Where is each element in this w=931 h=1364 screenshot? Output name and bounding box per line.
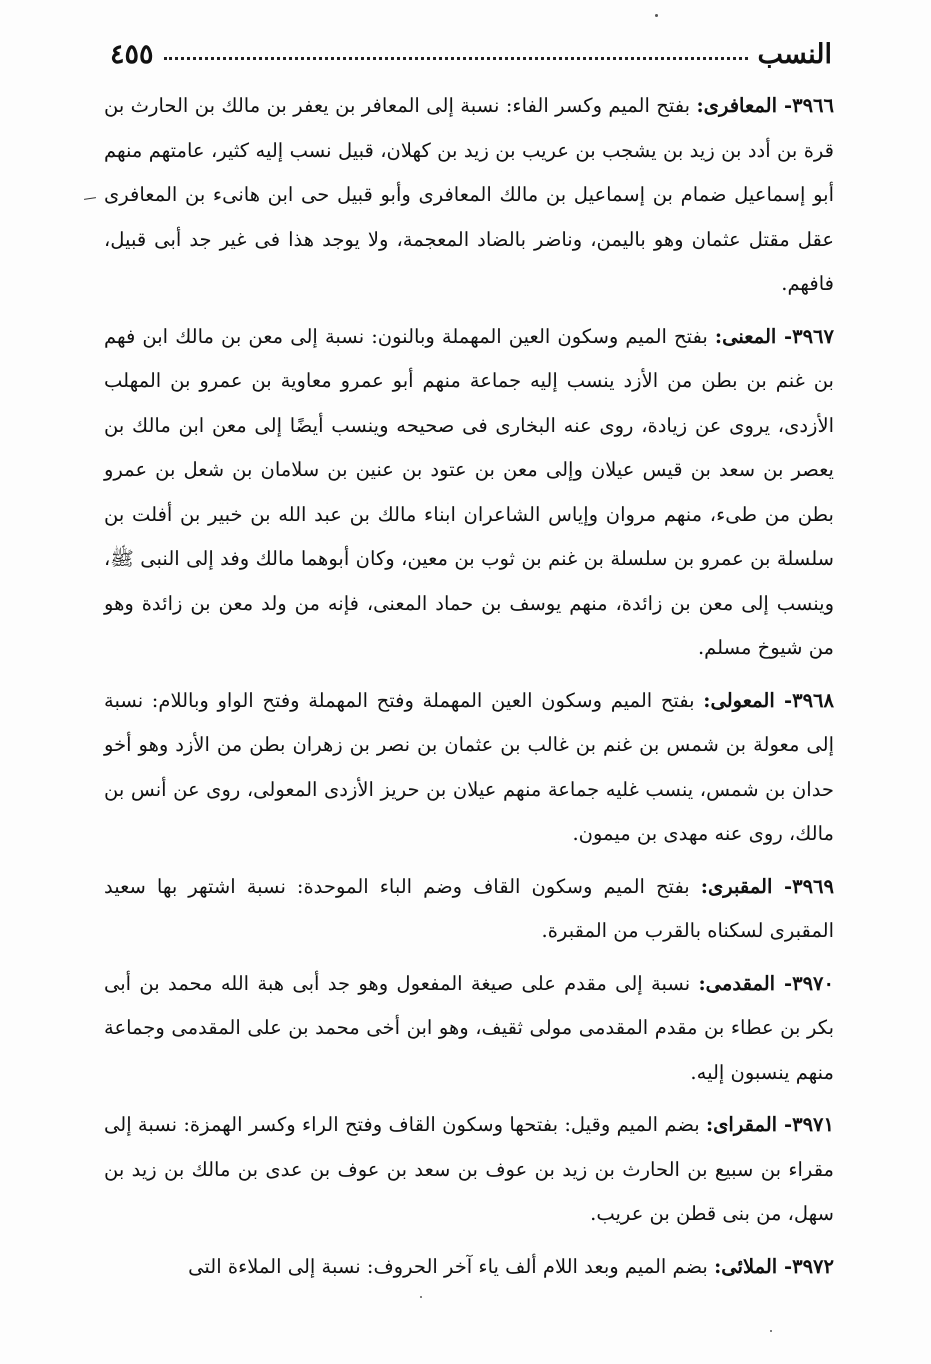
entry-heading: ٣٩٧١- المقراى: [705, 1113, 834, 1136]
scan-speck [655, 14, 658, 17]
page-number: ٤٥٥ [110, 38, 154, 70]
entry-heading: ٣٩٦٧- المعنى: [714, 324, 834, 348]
entry-3971 [104, 1103, 834, 1237]
entry-heading: ٣٩٦٦- المعافرى: [696, 94, 835, 117]
entry-text: بضم الميم وقيل: بفتحها وسكون القاف وفتح الراء وكسر الهمزة: نسبة إلى مقراء بن سبيع بن الحارث بن زيد بن عوف بن سعد بن عوف بن عدى بن مالك بن زيد بن سهل، من بنى قطن بن عريب. [104, 1113, 834, 1225]
entry-heading: ٣٩٦٨- المعولى: [703, 688, 834, 712]
entry-3970 [104, 962, 834, 1096]
entry-text: بفتح الميم وسكون العين المهملة وبالنون: نسبة إلى معن بن مالك ابن فهم بن غنم بن بطن من الأزد ينسب إليه جماعة منهم أبو عمرو معاوية بن عمرو بن المهلب الأزدى، يروى عن زيادة، روى عنه البخارى فى صحيحه وينسب أيضًا إلى معن ابن مالك بن يعصر بن سعد بن قيس عيلان وإلى معن بن عتود بن عنين بن سلامان بن شعل بن عمرو بطن من طىء، منهم مروان وإياس الشاعران ابناء مالك بن عبد الله بن خبير بن أفلت بن سلسلة بن عمرو بن سلسلة بن غنم بن ثوب بن معين، وكان أبوهما مالك وفد إلى النبى ﷺ، وينسب إلى معن بن زائدة، منهم يوسف بن حماد المعنى، فإنه من ولد معن بن زائدة وهو من شيوخ مسلم. [104, 324, 835, 659]
entry-3969 [104, 865, 834, 954]
header-title: النسب [757, 38, 832, 70]
scan-speck [770, 1330, 772, 1332]
entry-3967 [104, 315, 834, 671]
entry-text: بفتح الميم وسكون القاف وضم الباء الموحدة: نسبة اشتهر بها سعيد المقبرى لسكناه بالقرب من المقبرة. [104, 874, 834, 942]
running-header [110, 34, 832, 74]
entry-text: بضم الميم وبعد اللام ألف ياء آخر الحروف: نسبة إلى الملاءة التى [188, 1254, 715, 1278]
entry-heading: ٣٩٧٠- المقدمى: [698, 971, 834, 995]
header-leader-dots [164, 57, 748, 60]
page-body [104, 84, 834, 1297]
entry-heading: ٣٩٧٢- الملائى: [714, 1254, 834, 1278]
entry-3968 [104, 679, 834, 857]
entry-3966 [104, 84, 834, 307]
entry-3972 [104, 1245, 834, 1290]
entry-text: بفتح الميم وسكون العين المهملة وفتح المهملة وفتح الواو وباللام: نسبة إلى معولة بن شمس بن غنم بن غالب بن عثمان بن نصر بن زهران بطن من الأزد وهو أخو حدان بن شمس، ينسب غليه جماعة منهم عيلان بن حريز الأزدى المعولى، روى عن أنس بن مالك، روى عنه مهدى بن ميمون. [104, 688, 834, 845]
entry-heading: ٣٩٦٩- المقبرى: [700, 874, 835, 898]
scan-speck [420, 1296, 422, 1298]
entry-text: نسبة إلى مقدم على صيغة المفعول وهو جد أبى هبة الله محمد بن أبى بكر بن عطاء بن مقدم المقدمى مولى ثقيف، وهو ابن أخى محمد بن على المقدمى وجماعة منهم ينسبون إليه. [104, 971, 834, 1084]
margin-mark [84, 197, 96, 200]
entry-text: بفتح الميم وكسر الفاء: نسبة إلى المعافر بن يعفر بن مالك بن الحارث بن قرة بن أدد بن زيد بن يشجب بن عريب بن زيد بن كهلان، قبيل نسب إليه كثير، عامتهم منهم أبو إسماعيل ضمام بن إسماعيل بن مالك المعافرى وأبو قبيل حى ابن هانىء بن المعافرى عقل مقتل عثمان وهو باليمن، وناضر بالضاد المعجمة، ولا يوجد هذا فى غير جد أبى قبيل، فافهم. [104, 94, 834, 295]
